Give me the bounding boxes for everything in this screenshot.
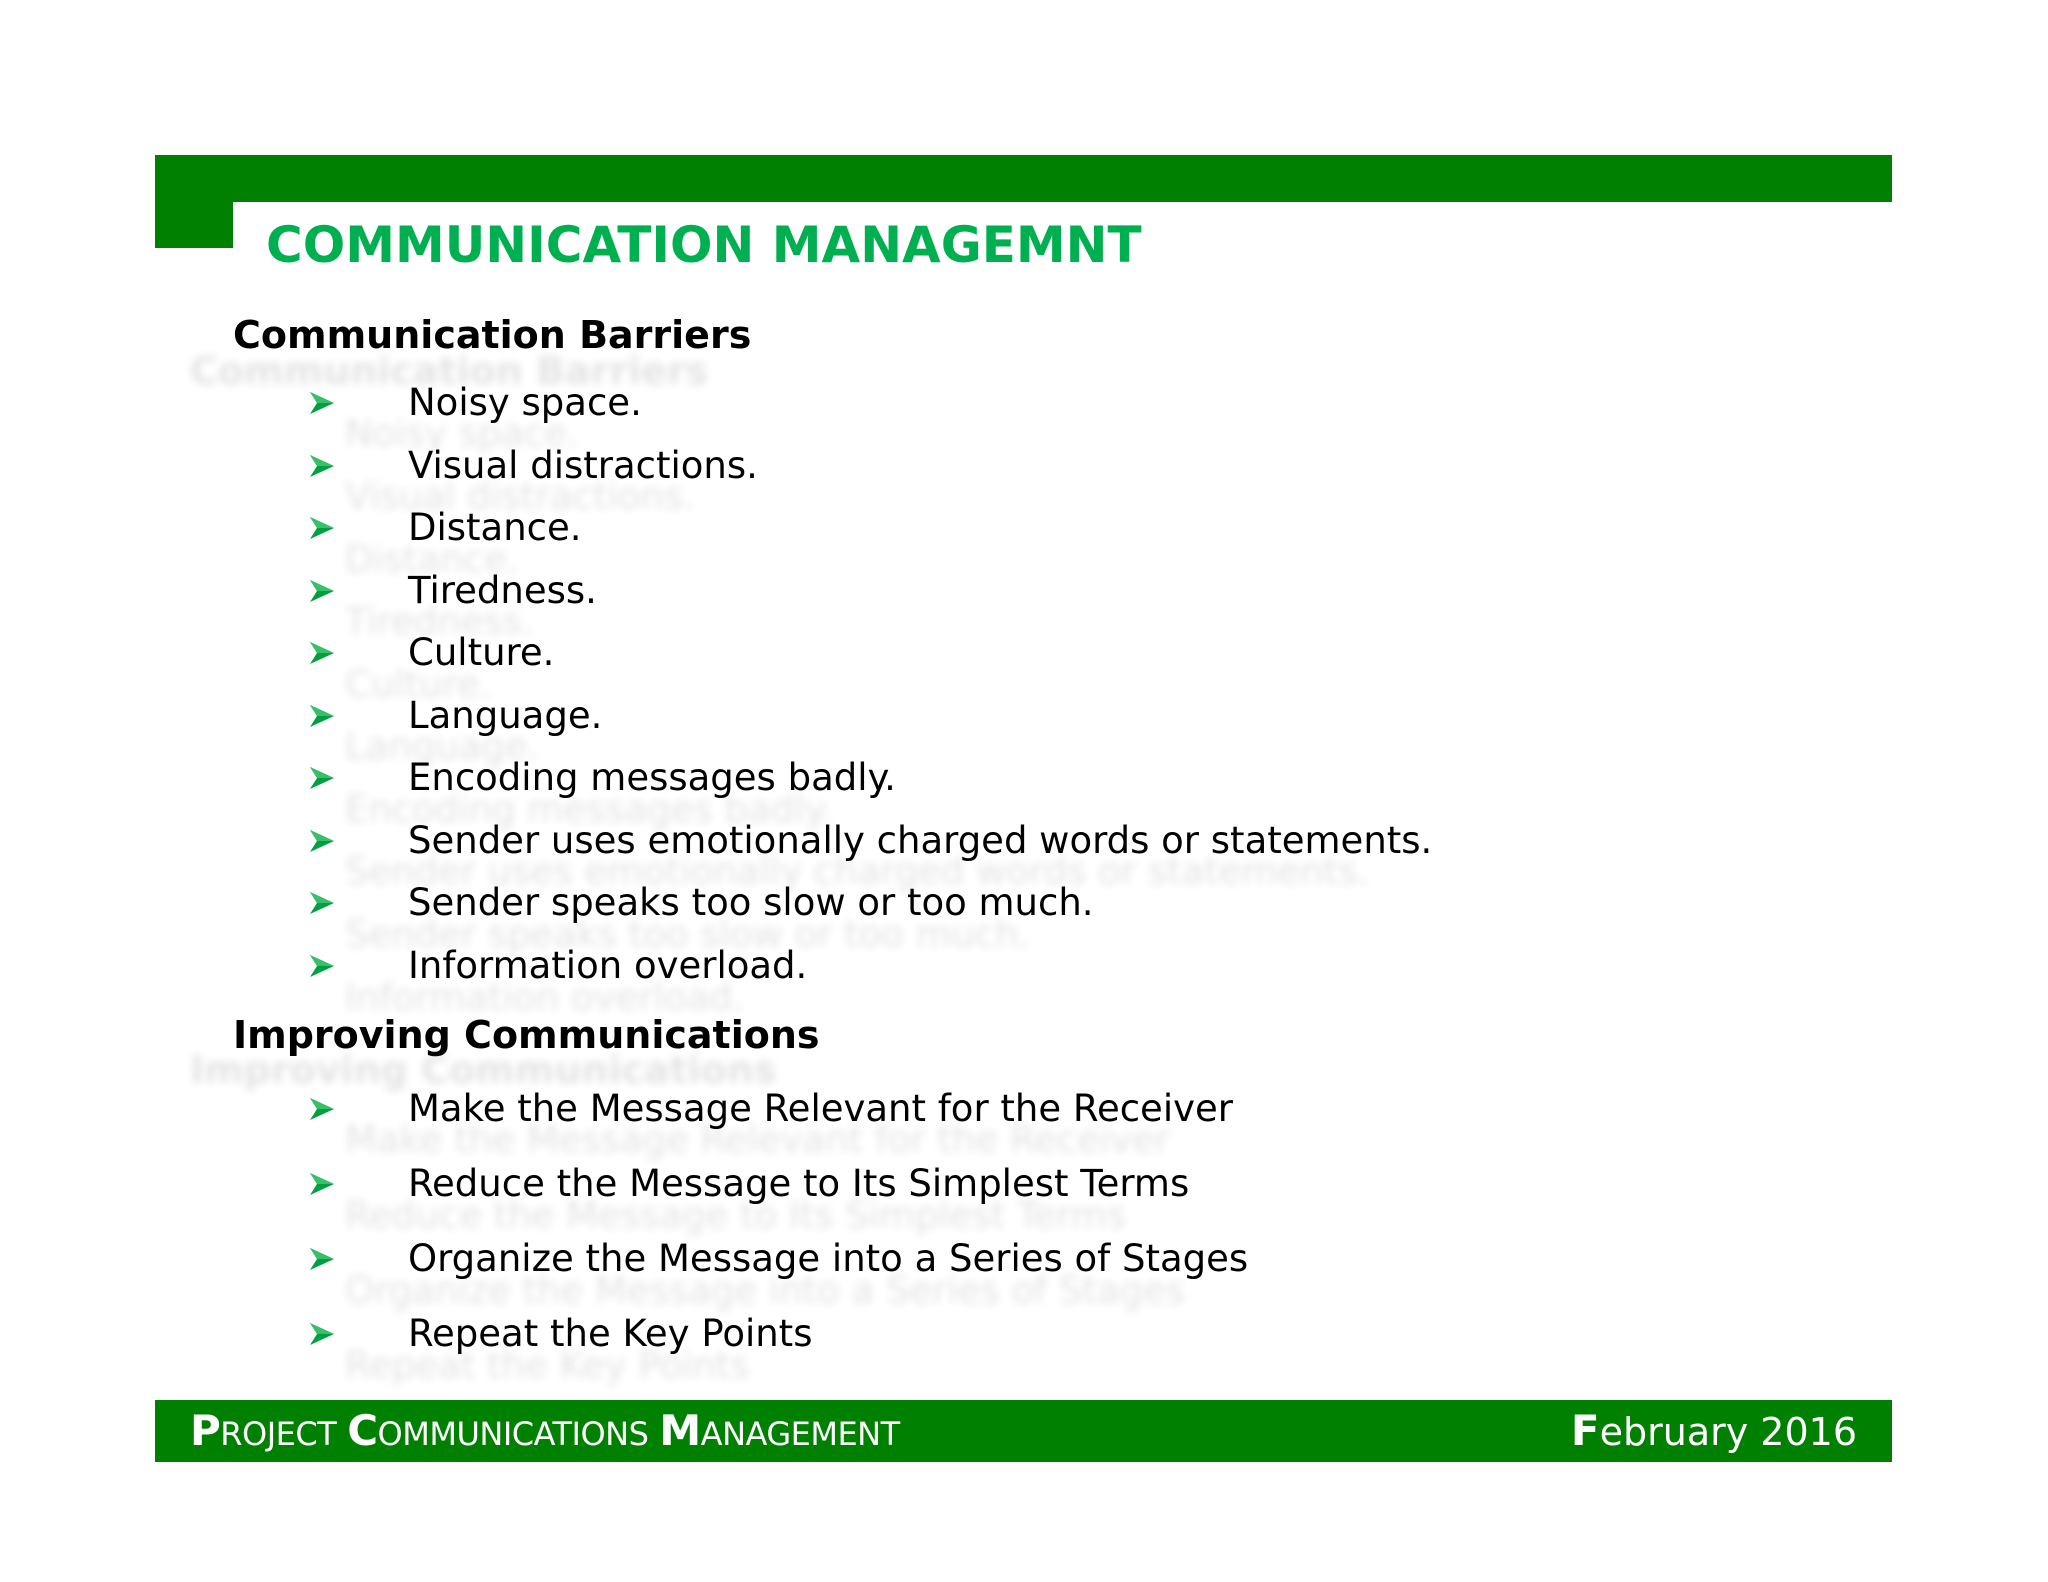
- list-item-text: Visual distractions.: [408, 444, 758, 487]
- footer-date-rest: ebruary 2016: [1599, 1410, 1857, 1454]
- list-item: [308, 1084, 1233, 1134]
- footer-word-cap: M: [659, 1406, 701, 1455]
- shadow-heading: Improving Communications: [190, 1048, 777, 1092]
- shadow-item: Reduce the Message to Its Simplest Terms: [345, 1194, 1127, 1237]
- arrow-bullet-icon: [308, 389, 336, 417]
- shadow-item: Culture.: [345, 663, 492, 706]
- arrow-bullet-icon: [308, 452, 336, 480]
- shadow-item: Make the Message Relevant for the Receiver: [345, 1118, 1170, 1161]
- list-item: [308, 878, 1094, 928]
- shadow-item: Repeat the Key Points: [345, 1344, 750, 1387]
- list-item-text: Tiredness.: [408, 569, 597, 612]
- shadow-item: Visual distractions.: [345, 475, 695, 518]
- list-item-text: Language.: [408, 694, 603, 737]
- shadow-item: Information overload.: [345, 976, 745, 1019]
- list-item: [308, 816, 1432, 866]
- shadow-item: Distance.: [345, 538, 519, 581]
- shadow-item: Sender uses emotionally charged words or statements.: [345, 850, 1370, 893]
- arrow-bullet-icon: [308, 1320, 336, 1348]
- list-item: [308, 628, 554, 678]
- arrow-bullet-icon: [308, 702, 336, 730]
- arrow-bullet-icon: [308, 514, 336, 542]
- arrow-bullet-icon: [308, 1095, 336, 1123]
- list-item: [308, 566, 597, 616]
- list-item-text: Reduce the Message to Its Simplest Terms: [408, 1162, 1190, 1205]
- list-item-text: Organize the Message into a Series of Stages: [408, 1237, 1249, 1280]
- arrow-bullet-icon: [308, 952, 336, 980]
- list-item-text: Noisy space.: [408, 381, 642, 424]
- list-item: [308, 1234, 1248, 1284]
- list-item: [308, 1309, 812, 1359]
- arrow-bullet-icon: [308, 577, 336, 605]
- arrow-bullet-icon: [308, 889, 336, 917]
- list-item: [308, 941, 807, 991]
- section-heading-improving: Improving Communications: [233, 1013, 820, 1057]
- arrow-bullet-icon: [308, 639, 336, 667]
- shadow-item: Organize the Message into a Series of Stages: [345, 1269, 1186, 1312]
- list-item-text: Make the Message Relevant for the Receiver: [408, 1087, 1233, 1130]
- header-bar: [155, 155, 1892, 202]
- footer-bar: [155, 1400, 1892, 1462]
- arrow-bullet-icon: [308, 764, 336, 792]
- list-item-text: Culture.: [408, 631, 555, 674]
- header-tab: [155, 200, 233, 248]
- list-item-text: Distance.: [408, 506, 582, 549]
- list-item: [308, 691, 602, 741]
- footer-course-title: [190, 1408, 900, 1457]
- list-item: [308, 1159, 1189, 1209]
- footer-word-cap: P: [190, 1406, 221, 1455]
- slide-title: COMMUNICATION MANAGEMNT: [266, 216, 1142, 274]
- shadow-item: Noisy space.: [345, 412, 579, 455]
- list-item-text: Repeat the Key Points: [408, 1312, 813, 1355]
- arrow-bullet-icon: [308, 1170, 336, 1198]
- list-item: [308, 441, 758, 491]
- footer-word-rest: ANAGEMENT: [700, 1415, 900, 1453]
- footer-date: [1571, 1408, 1857, 1455]
- list-item: [308, 503, 582, 553]
- list-item-text: Sender uses emotionally charged words or statements.: [408, 819, 1433, 862]
- shadow-item: Encoding messages badly.: [345, 788, 833, 831]
- list-item-text: Sender speaks too slow or too much.: [408, 881, 1094, 924]
- list-item: [308, 753, 896, 803]
- footer-word-cap: C: [347, 1406, 378, 1455]
- footer-word-rest: OMMUNICATIONS: [377, 1415, 649, 1453]
- list-item: [308, 378, 642, 428]
- arrow-bullet-icon: [308, 1245, 336, 1273]
- list-item-text: Information overload.: [408, 944, 808, 987]
- shadow-item: Language.: [345, 725, 540, 768]
- footer-date-cap: F: [1570, 1406, 1600, 1455]
- list-item-text: Encoding messages badly.: [408, 756, 896, 799]
- shadow-item: Sender speaks too slow or too much.: [345, 913, 1031, 956]
- shadow-item: Tiredness.: [345, 600, 534, 643]
- section-heading-barriers: Communication Barriers: [233, 313, 752, 357]
- shadow-heading: Communication Barriers: [190, 349, 709, 393]
- arrow-bullet-icon: [308, 827, 336, 855]
- footer-word-rest: ROJECT: [220, 1415, 337, 1453]
